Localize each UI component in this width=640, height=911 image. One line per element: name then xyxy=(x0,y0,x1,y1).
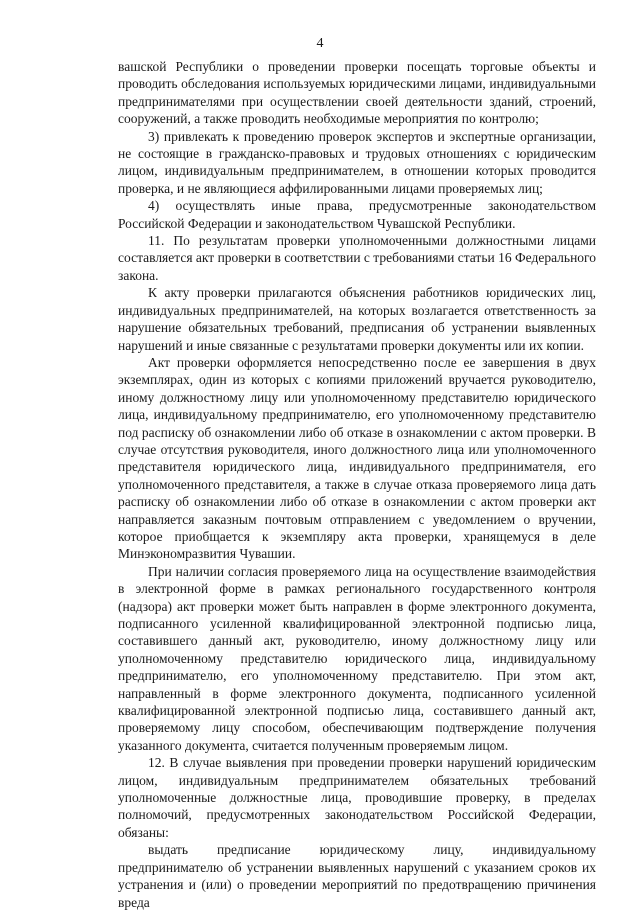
paragraph-attachments: К акту проверки прилагаются объяснения работников юридических лиц, индивидуальных предпринимателей, на которых возлагается ответственность за нарушение обязательных требований, предписания об устранении выявленных нарушений и иные связанные с результатами проверки документы или их копии. xyxy=(118,285,596,353)
page-number: 4 xyxy=(316,36,324,51)
paragraph-act-execution: Акт проверки оформляется непосредственно после ее завершения в двух экземплярах, один из которых с копиями приложений вручается руководителю, иному должностному лицу или уполномоченному представителю юридического лица, индивидуальному предпринимателю, его уполномоченному представителю под расписку об ознакомлении либо об отказе в ознакомлении с актом проверки. В случае отсутствия руководителя, иного должностного лица или уполномоченного представителя юридического лица, индивидуального предпринимателя, его уполномоченного представителя, а также в случае отказа проверяемого лица дать расписку об ознакомлении либо об отказе в ознакомлении с актом проверки акт направляется заказным почтовым отправлением с уведомлением о вручении, которое приобщается к экземпляру акта проверки, хранящемуся в деле Минэкономразвития Чувашии. xyxy=(118,354,596,562)
paragraph-clause-12: 12. В случае выявления при проведении проверки нарушений юридическим лицом, индивидуальным предпринимателем обязательных требований уполномоченные должностные лица, проводившие проверку, в пределах полномочий, предусмотренных законодательством Российской Федерации, обязаны: xyxy=(118,755,596,840)
paragraph-clause-11: 11. По результатам проверки уполномоченными должностными лицами составляется акт проверки в соответствии с требованиями статьи 16 Федерального закона. xyxy=(118,233,596,283)
paragraph-issue-prescription: выдать предписание юридическому лицу, индивидуальному предпринимателю об устранении выявленных нарушений с указанием сроков их устранения и (или) о проведении мероприятий по предотвращению причинения вреда xyxy=(118,842,596,910)
paragraph-continued: вашской Республики о проведении проверки посещать торговые объекты и проводить обследования используемых юридическими лицами, индивидуальными предпринимателями при осуществлении своей деятельности зданий, строений, сооружений, а также проводить необходимые мероприятия по контролю; xyxy=(118,59,596,127)
document-body xyxy=(118,58,596,911)
paragraph-item-4: 4) осуществлять иные права, предусмотренные законодательством Российской Федерации и законодательством Чувашской Республики. xyxy=(118,198,596,231)
paragraph-electronic-form: При наличии согласия проверяемого лица на осуществление взаимодействия в электронной форме в рамках регионального государственного контроля (надзора) акт проверки может быть направлен в форме электронного документа, подписанного усиленной квалифицированной электронной подписью лица, составившего данный акт, руководителю, иному должностному лицу или уполномоченному представителю юридического лица, индивидуальному предпринимателю, его уполномоченному представителю. При этом акт, направленный в форме электронного документа, подписанного усиленной квалифицированной электронной подписью лица, составившего данный акт, проверяемому лицу способом, обеспечивающим подтверждение получения указанного документа, считается полученным проверяемым лицом. xyxy=(118,563,596,753)
paragraph-item-3: 3) привлекать к проведению проверок экспертов и экспертные организации, не состоящие в гражданско-правовых и трудовых отношениях с юридическим лицом, индивидуальным предпринимателем, в отношении которых проводится проверка, и не являющиеся аффилированными лицами проверяемых лиц; xyxy=(118,128,596,196)
